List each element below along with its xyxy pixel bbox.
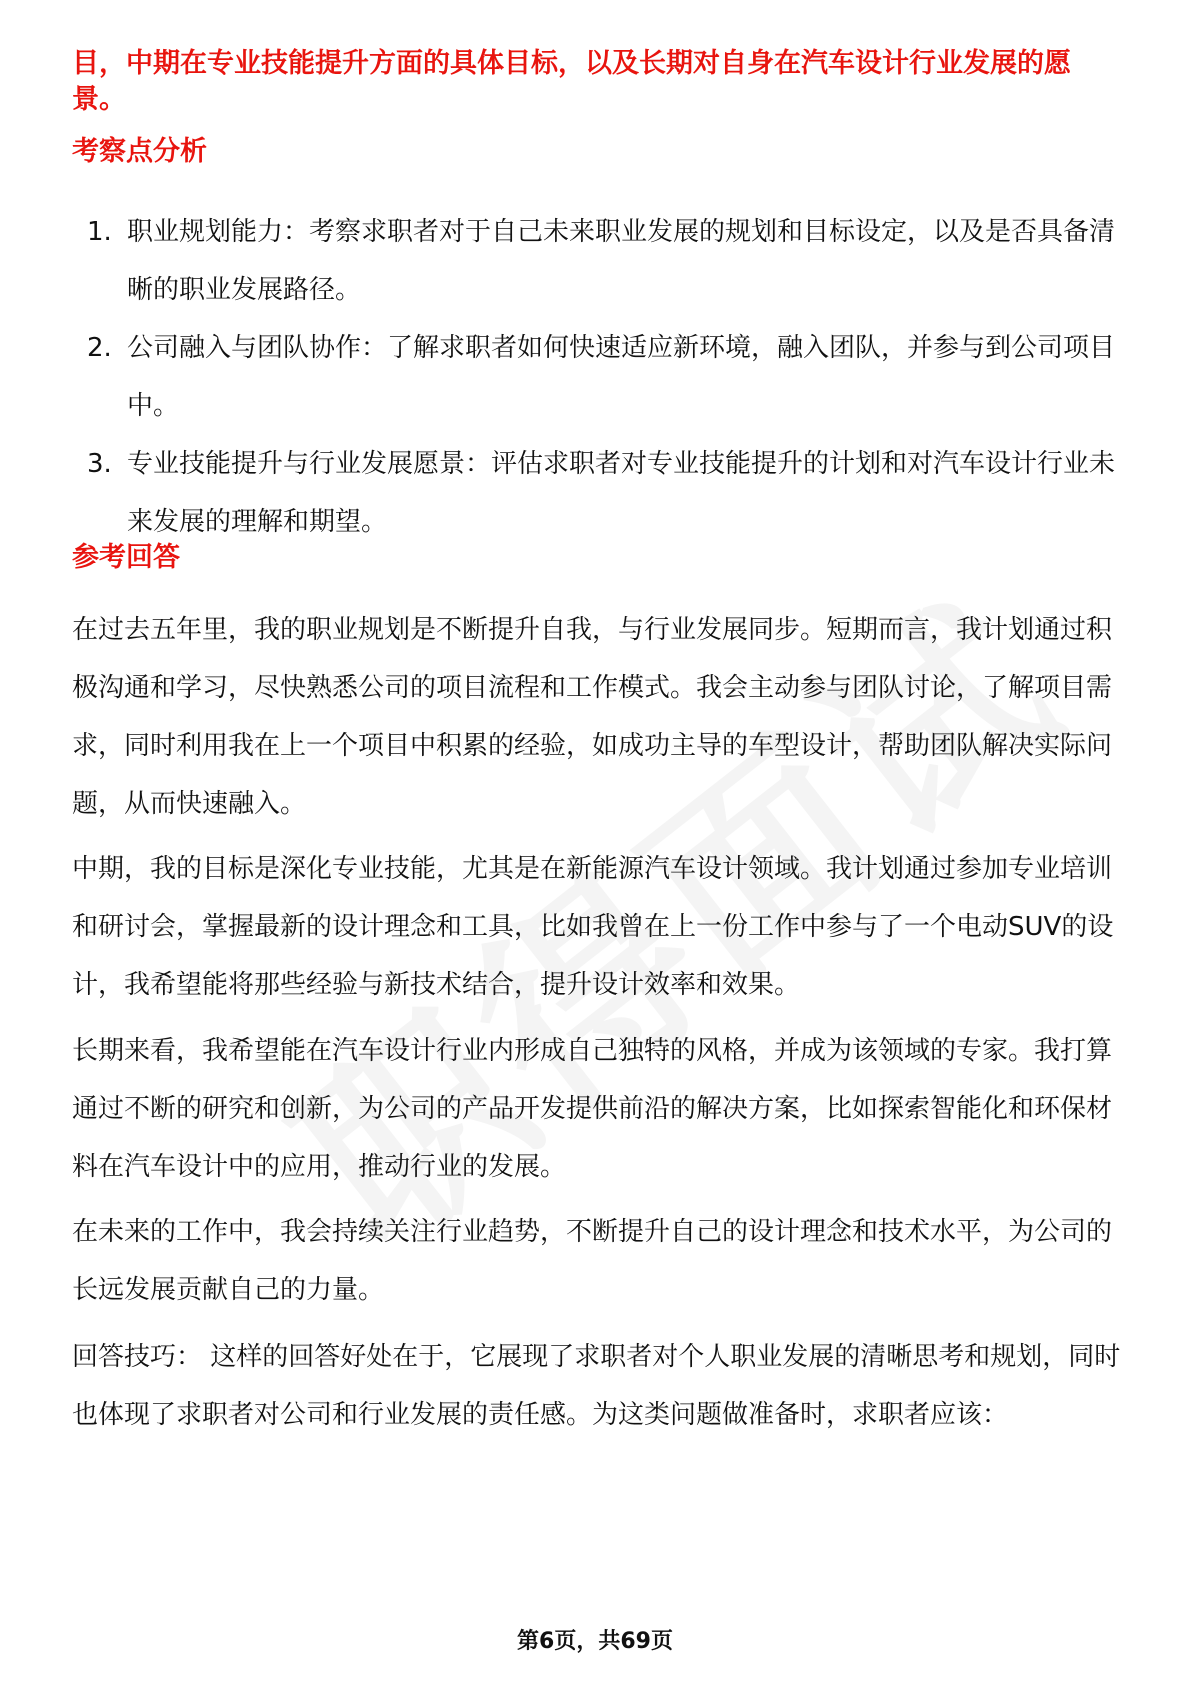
analysis-item-text: 公司融入与团队协作：了解求职者如何快速适应新环境，融入团队，并参与到公司项目中。 bbox=[127, 333, 1116, 421]
analysis-item-text: 专业技能提升与行业发展愿景：评估求职者对专业技能提升的计划和对汽车设计行业未来发展的理解和期望。 bbox=[127, 449, 1116, 537]
list-number: 3. bbox=[87, 449, 112, 479]
answer-paragraph-1: 在过去五年里，我的职业规划是不断提升自我，与行业发展同步。短期而言，我计划通过积极沟通和学习，尽快熟悉公司的项目流程和工作模式。我会主动参与团队讨论，了解项目需求，同时利用我在上一个项目中积累的经验，如成功主导的车型设计，帮助团队解决实际问题，从而快速融入。 bbox=[72, 615, 1113, 819]
analysis-item-3 bbox=[72, 435, 1122, 551]
answer-paragraph-4: 在未来的工作中，我会持续关注行业趋势，不断提升自己的设计理念和技术水平，为公司的长远发展贡献自己的力量。 bbox=[72, 1217, 1113, 1305]
page-number: 第6页，共69页 bbox=[517, 1629, 673, 1654]
answer-paragraph-3: 长期来看，我希望能在汽车设计行业内形成自己独特的风格，并成为该领域的专家。我打算通过不断的研究和创新，为公司的产品开发提供前沿的解决方案，比如探索智能化和环保材料在汽车设计中的应用，推动行业的发展。 bbox=[72, 1036, 1113, 1182]
answer-paragraph-2: 中期，我的目标是深化专业技能，尤其是在新能源汽车设计领域。我计划通过参加专业培训和研讨会，掌握最新的设计理念和工具，比如我曾在上一份工作中参与了一个电动SUV的设计，我希望能将那些经验与新技术结合，提升设计效率和效果。 bbox=[72, 854, 1114, 1000]
list-number: 1. bbox=[87, 217, 112, 247]
analysis-list bbox=[72, 203, 1122, 551]
list-number: 2. bbox=[87, 333, 112, 363]
analysis-heading: 考察点分析 bbox=[72, 136, 207, 167]
analysis-item-2 bbox=[72, 319, 1122, 435]
answer-tips-paragraph: 回答技巧： 这样的回答好处在于，它展现了求职者对个人职业发展的清晰思考和规划，同时也体现了求职者对公司和行业发展的责任感。为这类问题做准备时，求职者应该： bbox=[72, 1342, 1121, 1430]
analysis-item-text: 职业规划能力：考察求职者对于自己未来职业发展的规划和目标设定，以及是否具备清晰的职业发展路径。 bbox=[127, 217, 1116, 305]
analysis-item-1 bbox=[72, 203, 1122, 319]
reference-heading: 参考回答 bbox=[72, 542, 180, 573]
question-continuation: 目，中期在专业技能提升方面的具体目标，以及长期对自身在汽车设计行业发展的愿景。 bbox=[72, 48, 1071, 115]
